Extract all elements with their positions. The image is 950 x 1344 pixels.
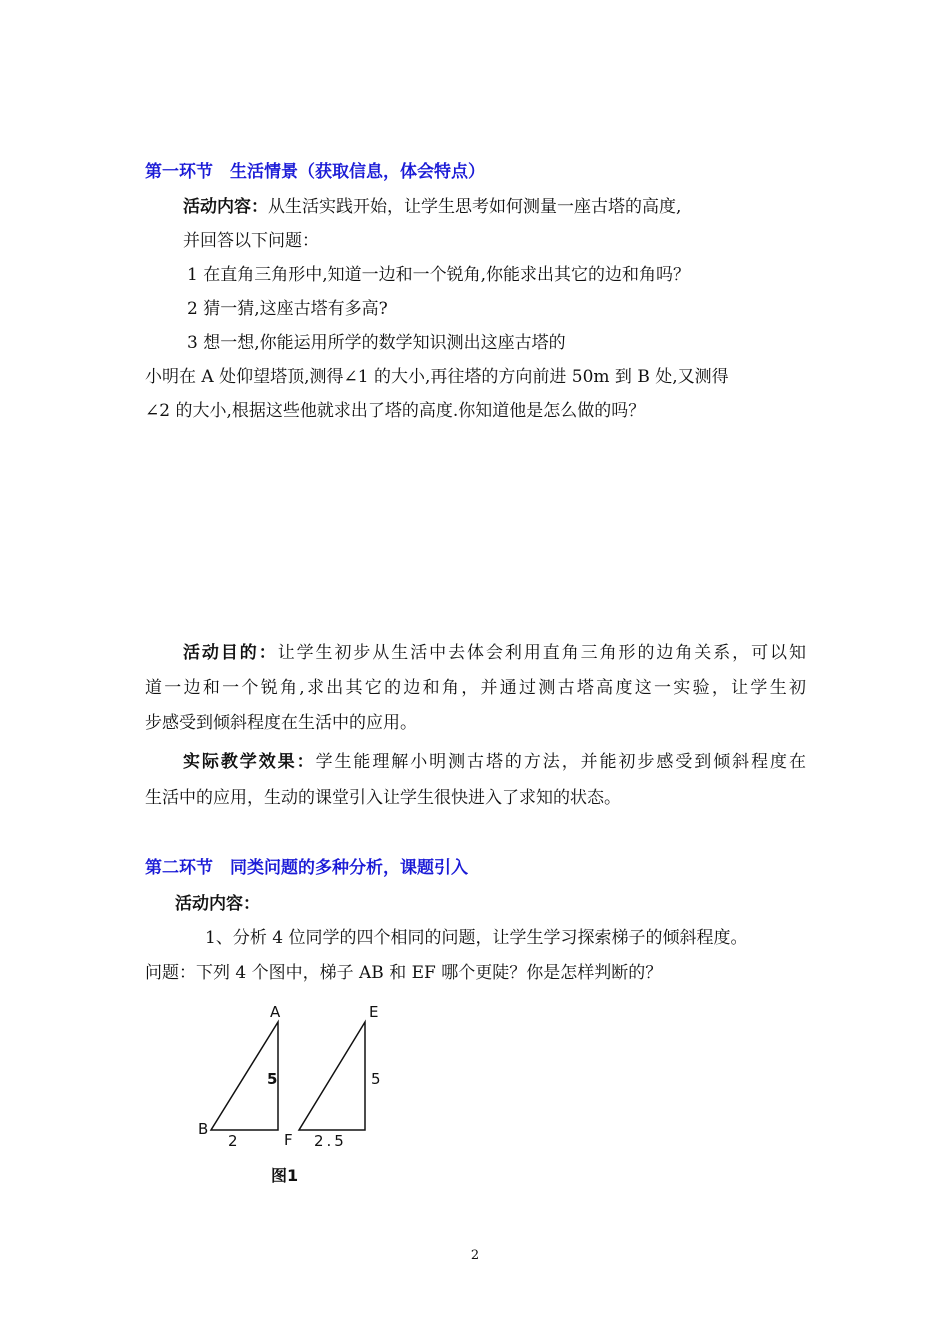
triangle-EF — [299, 1022, 365, 1130]
activity-line2: 并回答以下问题： — [183, 231, 319, 251]
problem-line-1: 小明在 A 处仰望塔顶,测得∠1 的大小,再往塔的方向前进 50m 到 B 处,又测得 — [145, 367, 729, 387]
activity-content-label: 活动内容： — [183, 197, 268, 217]
section2-item-1: 1、分析 4 位同学的四个相同的问题，让学生学习探索梯子的倾斜程度。 — [205, 928, 748, 948]
purpose-text: 让学生初步从生活中去体会利用直角三角形的边角关系，可以知 — [277, 643, 806, 663]
side-AB-vertical: 5 — [267, 1070, 278, 1088]
label-B: B — [198, 1120, 209, 1138]
problem-line-2: ∠2 的大小,根据这些他就求出了塔的高度.你知道他是怎么做的吗？ — [145, 401, 646, 421]
section2-heading: 第二环节 同类问题的多种分析，课题引入 — [145, 858, 468, 878]
section2-activity-label: 活动内容： — [175, 894, 260, 914]
side-EF-base: 2.5 — [314, 1132, 347, 1150]
section1-heading: 第一环节 生活情景（获取信息，体会特点） — [145, 162, 485, 182]
label-F: F — [284, 1131, 293, 1149]
purpose-label: 活动目的： — [183, 643, 278, 663]
effect-text: 学生能理解小明测古塔的方法，并能初步感受到倾斜程度在 — [315, 752, 806, 772]
label-E: E — [369, 1003, 379, 1021]
section2-question: 问题：下列 4 个图中，梯子 AB 和 EF 哪个更陡？你是怎样判断的？ — [145, 963, 663, 983]
question-2: 2 猜一猜,这座古塔有多高? — [187, 299, 388, 319]
side-EF-vertical: 5 — [371, 1070, 381, 1088]
figure-caption: 图1 — [271, 1166, 299, 1185]
question-3: 3 想一想,你能运用所学的数学知识测出这座古塔的 — [187, 333, 566, 353]
purpose-line-2: 道一边和一个锐角,求出其它的边和角，并通过测古塔高度这一实验，让学生初 — [145, 678, 806, 698]
label-A: A — [270, 1003, 281, 1021]
effect-line-2: 生活中的应用，生动的课堂引入让学生很快进入了求知的状态。 — [145, 788, 621, 808]
question-1: 1 在直角三角形中,知道一边和一个锐角,你能求出其它的边和角吗？ — [187, 265, 691, 285]
page-number: 2 — [470, 1248, 480, 1263]
activity-content-text: 从生活实践开始，让学生思考如何测量一座古塔的高度, — [268, 197, 682, 217]
side-AB-base: 2 — [228, 1132, 238, 1150]
effect-label: 实际教学效果： — [183, 752, 316, 772]
purpose-line-3: 步感受到倾斜程度在生活中的应用。 — [145, 713, 417, 733]
